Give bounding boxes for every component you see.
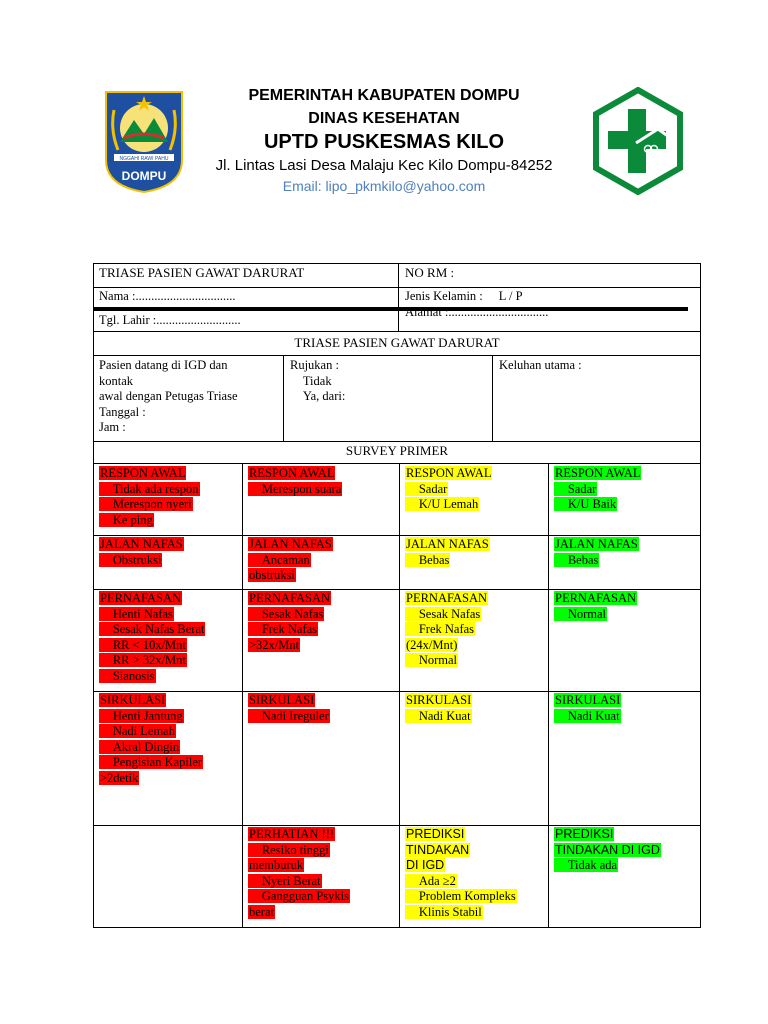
checkbox-option[interactable]: Normal — [554, 607, 607, 621]
checkbox-option[interactable]: Tidak ada respon — [99, 482, 200, 496]
prediksi-green-cell — [550, 826, 700, 875]
pernafasan-yellow — [401, 590, 548, 670]
checkbox-option[interactable]: Sesak Nafas Berat — [99, 622, 205, 636]
checkbox-option[interactable]: >2detik — [100, 770, 139, 785]
jalan-nafas-yellow — [401, 536, 548, 569]
rujukan-label: Rujukan : — [290, 358, 339, 372]
col-divider — [283, 355, 284, 441]
cell-title: JALAN NAFAS — [555, 537, 638, 551]
cell-title: PERNAFASAN — [100, 591, 182, 605]
checkbox-option[interactable]: Sadar — [554, 482, 597, 496]
sirkulasi-orange — [244, 692, 399, 725]
checkbox-option[interactable]: Henti Nafas — [99, 607, 174, 621]
row-divider — [93, 331, 701, 332]
checkbox-option[interactable]: Nadi Ireguler — [248, 709, 330, 723]
cell-title: SIRKULASI — [100, 693, 166, 707]
jam-field[interactable]: Jam : — [99, 420, 126, 434]
perhatian-title: PERHATIAN !!! — [249, 827, 335, 841]
checkbox-option[interactable]: Bebas — [405, 553, 450, 567]
cell-title: PERNAFASAN — [555, 591, 637, 605]
cell-title: RESPON AWAL — [406, 466, 492, 480]
checkbox-option[interactable]: K/U Baik — [554, 497, 617, 511]
emblem-motto: NGGAHI RAWI PAHU — [119, 156, 169, 162]
checkbox-option[interactable]: Bebas — [554, 553, 599, 567]
row-divider — [93, 355, 701, 356]
government-title: PEMERINTAH KABUPATEN DOMPU — [248, 87, 520, 104]
form-title: TRIASE PASIEN GAWAT DARURAT — [99, 265, 305, 280]
prediksi-option[interactable]: Ada ≥2 — [405, 874, 457, 888]
perhatian-option[interactable]: Gangguan Psykis — [248, 889, 350, 903]
checkbox-option[interactable]: Henti Jantung — [99, 709, 184, 723]
cell-title: SIRKULASI — [406, 693, 472, 707]
checkbox-option[interactable]: K/U Lemah — [405, 497, 479, 511]
checkbox-option[interactable]: Merespon nyeri — [99, 497, 193, 511]
jenis-kelamin-field[interactable]: Jenis Kelamin : L / P — [405, 289, 510, 303]
respon-awal-green — [550, 465, 700, 514]
checkbox-option[interactable]: Obstruksi — [99, 553, 162, 567]
pernafasan-red — [95, 590, 242, 685]
col-divider — [399, 463, 400, 928]
prediksi-title: DI IGD — [406, 858, 445, 872]
department-title: DINAS KESEHATAN — [308, 110, 460, 127]
checkbox-option[interactable]: Frek Nafas — [248, 622, 318, 636]
col-divider — [492, 355, 493, 441]
respon-awal-red — [95, 465, 242, 529]
survey-primer-title: SURVEY PRIMER — [345, 443, 449, 458]
arrival-line: awal dengan Petugas Triase — [99, 389, 238, 403]
checkbox-option[interactable]: obstruksi — [249, 568, 295, 582]
tgl-lahir-field[interactable]: Tgl. Lahir :........................... — [99, 313, 241, 327]
checkbox-option[interactable]: Nadi Kuat — [554, 709, 621, 723]
perhatian-cell — [244, 826, 399, 921]
checkbox-option[interactable]: Sesak Nafas — [248, 607, 324, 621]
checkbox-option[interactable]: Sadar — [405, 482, 448, 496]
col-divider — [242, 463, 243, 928]
address-line: Jl. Lintas Lasi Desa Malaju Kec Kilo Dompu-84252 — [215, 157, 553, 174]
checkbox-option[interactable]: Normal — [405, 653, 458, 667]
sirkulasi-yellow — [401, 692, 548, 725]
arrival-info — [95, 357, 283, 437]
prediksi-title: TINDAKAN — [406, 842, 470, 857]
cell-title: PERNAFASAN — [249, 591, 331, 605]
emblem-label: DOMPU — [121, 169, 167, 183]
checkbox-option[interactable]: Pengisian Kapiler — [99, 755, 203, 769]
jalan-nafas-green — [550, 536, 700, 569]
rujukan-ya-checkbox[interactable]: Ya, dari: — [290, 389, 333, 403]
checkbox-option[interactable]: (24x/Mnt) — [406, 637, 458, 652]
rujukan-tidak-checkbox[interactable]: Tidak — [290, 373, 319, 388]
respon-awal-orange — [244, 465, 399, 498]
arrival-line: Pasien datang di IGD dan — [99, 358, 228, 372]
perhatian-option[interactable]: Nyeri Berat — [248, 874, 322, 888]
sirkulasi-green — [550, 692, 700, 725]
checkbox-option[interactable]: >32x/Mnt — [249, 637, 300, 652]
keluhan-utama-field[interactable]: Keluhan utama : — [499, 358, 582, 372]
prediksi-title: TINDAKAN DI IGD — [555, 842, 660, 857]
puskesmas-title: UPTD PUSKESMAS KILO — [263, 131, 505, 153]
prediksi-title: PREDIKSI — [406, 827, 465, 841]
prediksi-title: PREDIKSI — [555, 827, 614, 841]
alamat-field[interactable]: Alamat :................................ — [405, 305, 549, 319]
cell-title: RESPON AWAL — [100, 466, 186, 480]
puskesmas-logo-icon — [592, 87, 684, 195]
tanggal-field[interactable]: Tanggal : — [99, 404, 146, 419]
jalan-nafas-orange — [244, 536, 399, 585]
pernafasan-green — [550, 590, 700, 623]
cell-title: PERNAFASAN — [406, 591, 488, 605]
prediksi-option[interactable]: Tidak ada — [554, 858, 618, 872]
checkbox-option[interactable]: Frek Nafas — [405, 622, 475, 636]
checkbox-option[interactable]: Merespon suara — [248, 482, 342, 496]
col-divider — [398, 263, 399, 331]
cell-title: JALAN NAFAS — [100, 537, 183, 551]
cell-title: JALAN NAFAS — [406, 537, 489, 551]
sirkulasi-red — [95, 692, 242, 787]
col-divider — [548, 463, 549, 928]
email-line: Email: lipo_pkmkilo@yahoo.com — [282, 178, 486, 194]
pernafasan-orange — [244, 590, 399, 654]
checkbox-option[interactable]: RR < 10x/Mnt — [99, 638, 187, 652]
perhatian-option[interactable]: Resiko tinggi — [248, 843, 330, 857]
checkbox-option[interactable]: Ke ping — [99, 513, 154, 527]
respon-awal-yellow — [401, 465, 548, 514]
cell-title: RESPON AWAL — [249, 466, 335, 480]
prediksi-option[interactable]: Klinis Stabil — [405, 905, 483, 919]
checkbox-option[interactable]: Sianosis — [99, 669, 156, 683]
section-title: TRIASE PASIEN GAWAT DARURAT — [294, 335, 500, 350]
checkbox-option[interactable]: Nadi Lemah — [99, 724, 176, 738]
checkbox-option[interactable]: Ancaman — [248, 553, 311, 567]
perhatian-option: berat — [249, 904, 274, 919]
arrival-line: kontak — [99, 373, 134, 388]
cell-title: RESPON AWAL — [555, 466, 641, 480]
jalan-nafas-red — [95, 536, 242, 569]
perhatian-option: memburuk — [249, 858, 304, 872]
prediksi-yellow-cell — [401, 826, 548, 921]
checkbox-option[interactable]: Nadi Kuat — [405, 709, 472, 723]
cell-title: SIRKULASI — [249, 693, 315, 707]
checkbox-option[interactable]: RR > 32x/Mnt — [99, 653, 187, 667]
checkbox-option[interactable]: Sesak Nafas — [405, 607, 481, 621]
checkbox-option[interactable]: Akral Dingin — [99, 740, 180, 754]
rujukan-block — [286, 357, 491, 406]
no-rm-field[interactable]: NO RM : — [405, 265, 455, 280]
cell-title: SIRKULASI — [555, 693, 621, 707]
nama-field[interactable]: Nama :................................ — [99, 289, 236, 303]
row-divider — [93, 463, 701, 464]
cell-title: JALAN NAFAS — [249, 537, 332, 551]
prediksi-option[interactable]: Problem Kompleks — [405, 889, 517, 903]
